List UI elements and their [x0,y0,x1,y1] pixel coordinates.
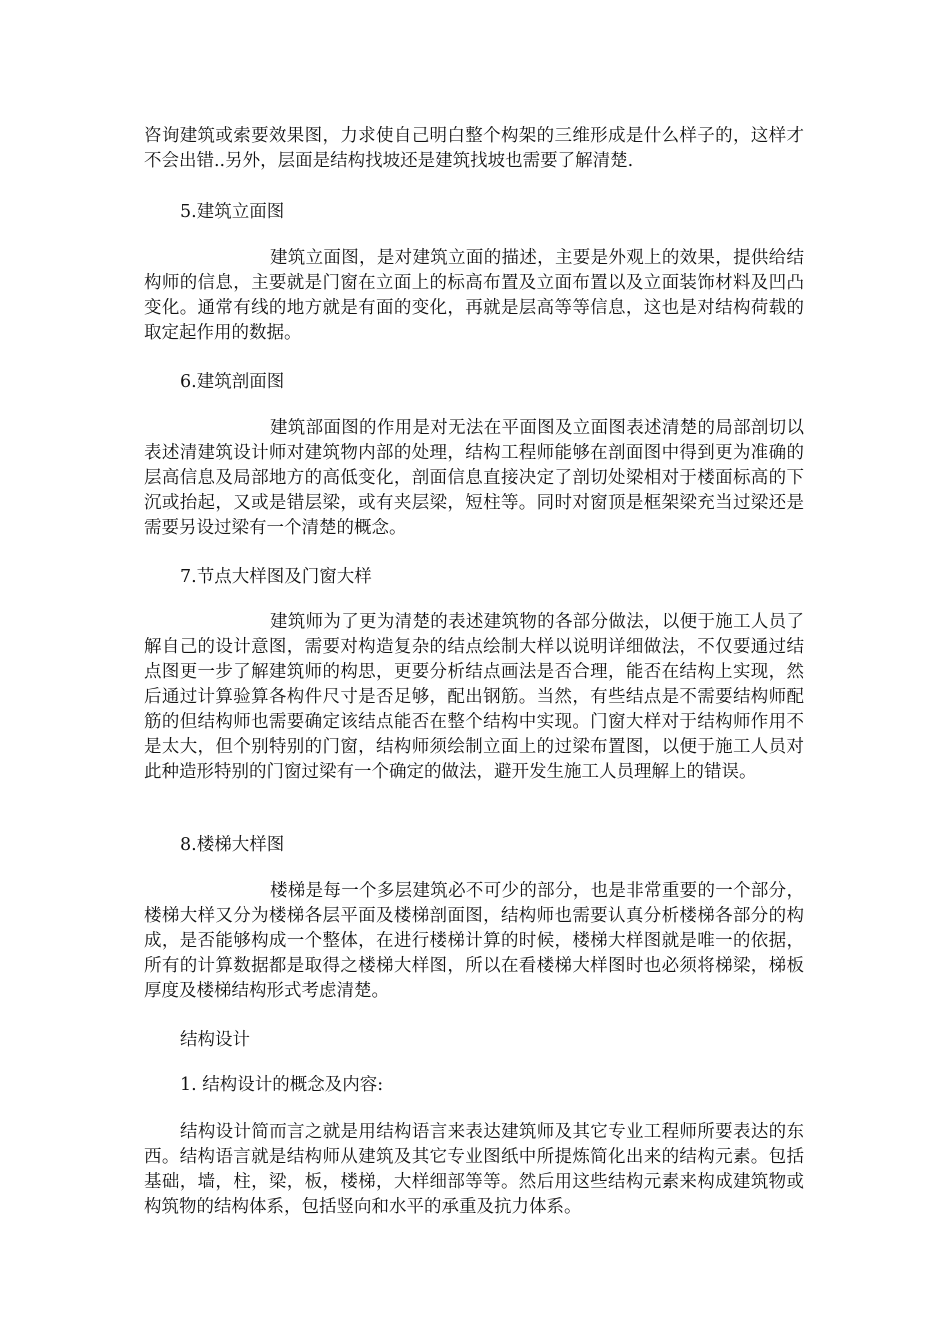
section-7-heading: 7.节点大样图及门窗大样 [180,567,372,587]
section-5-heading: 5.建筑立面图 [180,202,285,222]
section-7-paragraph: 建筑师为了更为清楚的表述建筑物的各部分做法，以便于施工人员了解自己的设计意图，需要对构造复杂的结点绘制大样以说明详细做法，不仅要通过结点图更一步了解建筑师的构思，更要分析结点画法是否合理，能否在结构上实现，然后通过计算验算各构件尺寸是否足够，配出钢筋。当然，有些结点是不需要结构师配筋的但结构师也需要确定该结点能否在整个结构中实现。门窗大样对于结构师作用不是太大，但个别特别的门窗，结构师须绘制立面上的过梁布置图，以便于施工人员对此种造形特别的门窗过梁有一个确定的做法，避开发生施工人员理解上的错误。 [144,612,804,782]
section-8-paragraph: 楼梯是每一个多层建筑必不可少的部分，也是非常重要的一个部分，楼梯大样又分为楼梯各层平面及楼梯剖面图，结构师也需要认真分析楼梯各部分的构成，是否能够构成一个整体，在进行楼梯计算的时候，楼梯大样图就是唯一的依据，所有的计算数据都是取得之楼梯大样图，所以在看楼梯大样图时也必须将梯梁，梯板厚度及楼梯结构形式考虑清楚。 [144,881,804,1001]
section-8-heading: 8.楼梯大样图 [180,835,285,855]
section-5-paragraph: 建筑立面图，是对建筑立面的描述，主要是外观上的效果，提供给结构师的信息，主要就是门窗在立面上的标高布置及立面布置以及立面装饰材料及凹凸变化。通常有线的地方就是有面的变化，再就是层高等等信息，这也是对结构荷载的取定起作用的数据。 [144,248,804,343]
structural-design-paragraph-1: 结构设计简而言之就是用结构语言来表达建筑师及其它专业工程师所要表达的东西。结构语言就是结构师从建筑及其它专业图纸中所提炼简化出来的结构元素。包括基础，墙，柱，梁，板，楼梯，大样细部等等。然后用这些结构元素来构成建筑物或构筑物的结构体系，包括竖向和水平的承重及抗力体系。 [144,1122,804,1217]
structural-design-heading: 结构设计 [180,1030,250,1050]
structural-design-subheading-1: 1. 结构设计的概念及内容: [180,1075,384,1095]
section-6-heading: 6.建筑剖面图 [180,372,285,392]
intro-paragraph: 咨询建筑或索要效果图，力求使自己明白整个构架的三维形成是什么样子的，这样才不会出错..另外，层面是结构找坡还是建筑找坡也需要了解清楚. [144,126,804,171]
section-6-paragraph: 建筑部面图的作用是对无法在平面图及立面图表述清楚的局部剖切以表述清建筑设计师对建筑物内部的处理，结构工程师能够在剖面图中得到更为准确的层高信息及局部地方的高低变化，剖面信息直接决定了剖切处梁相对于楼面标高的下沉或抬起，又或是错层梁，或有夹层梁，短柱等。同时对窗顶是框架梁充当过梁还是需要另设过梁有一个清楚的概念。 [144,418,804,538]
